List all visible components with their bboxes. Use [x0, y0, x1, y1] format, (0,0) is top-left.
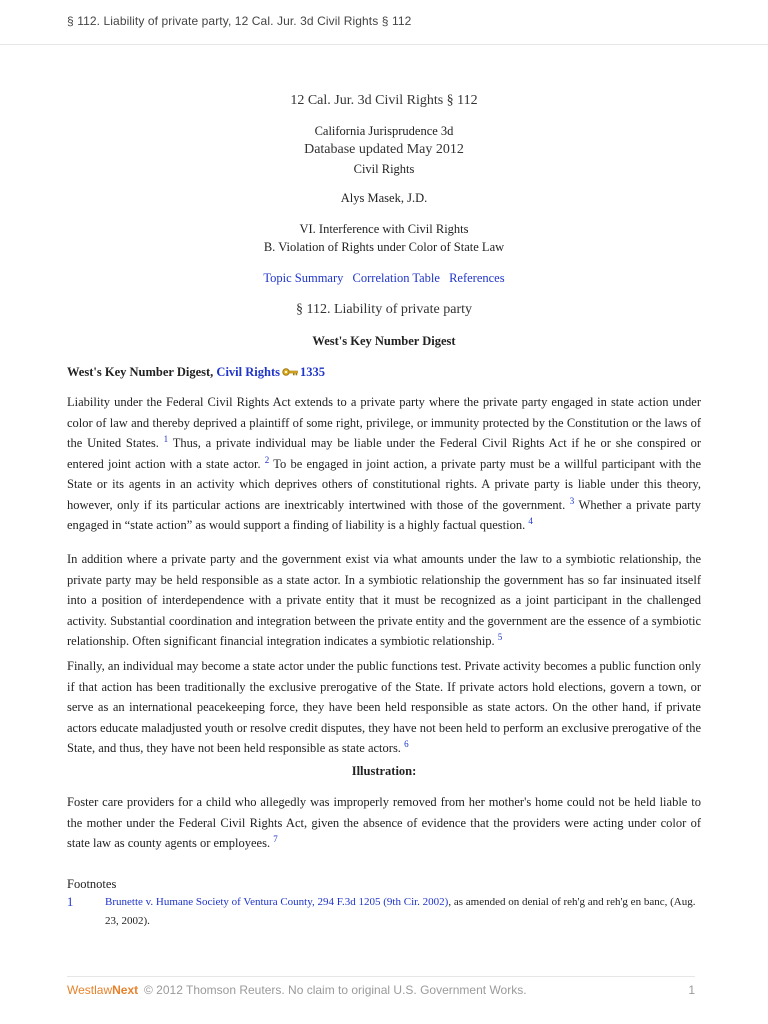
- paragraph-2: [67, 549, 701, 652]
- page-header: [0, 0, 768, 45]
- topic-name: Civil Rights: [353, 162, 415, 176]
- logo-text-next: Next: [112, 983, 139, 997]
- outline-level-1: VI. Interference with Civil Rights: [299, 222, 469, 236]
- footnote-case-link[interactable]: Brunette v. Humane Society of Ventura County, 294 F.3d 1205 (9th Cir. 2002): [105, 896, 449, 908]
- p5-text-1: Foster care providers for a child who allegedly was improperly removed from her mother's home could not be held liable to the mother under the Federal Civil Rights Act, given the absence of evidence that the providers were acting under color of state law as county agents or employees.: [67, 795, 701, 850]
- westlaw-logo: [67, 983, 138, 997]
- footnote-ref-7[interactable]: 7: [273, 833, 278, 844]
- page-number: 1: [688, 983, 695, 997]
- p1-text-4: Whether a private party engaged in “state action” as would support a finding of liability is a highly factual question.: [67, 497, 701, 532]
- paragraph-1: [67, 392, 701, 536]
- document-links: [67, 271, 701, 286]
- document-title: 12 Cal. Jur. 3d Civil Rights § 112: [290, 93, 478, 108]
- database-updated: Database updated May 2012: [304, 142, 464, 157]
- p3-text-1: Finally, an individual may become a state actor under the public functions test. Private activity becomes a public function only if that action has been traditionally the exclusive prerogative of the State. If private actors hold elections, govern a town, or serve as an international peacekeeping force, they have been held responsible as state actors. On the other hand, if private actors educate maladjusted youth or resolve credit disputes, they have not been held to perform an exclusive prerogative of the State, and thus, they have not been held responsible as state actors.: [67, 659, 701, 755]
- p1-text-2: Thus, a private individual may be liable under the Federal Civil Rights Act if he or she conspired or entered joint action with a state actor.: [67, 436, 701, 471]
- header-title: § 112. Liability of private party, 12 Cal. Jur. 3d Civil Rights § 112: [67, 14, 412, 28]
- key-number-digest-line: [67, 365, 325, 381]
- key-icon[interactable]: [282, 366, 298, 381]
- digest-prefix: West's Key Number Digest,: [67, 365, 217, 379]
- p1-text-1: Liability under the Federal Civil Rights Act extends to a private party where the private party engaged in state action under color of law and thereby deprived a plaintiff of some right, privilege, or immunity protected by the Constitution or the laws of the United States.: [67, 395, 701, 450]
- page-footer: [67, 976, 695, 1003]
- references-link[interactable]: References: [449, 271, 505, 285]
- footnotes-heading: Footnotes: [67, 877, 117, 891]
- footnote-text: [105, 893, 701, 931]
- footnote-ref-5[interactable]: 5: [497, 631, 503, 642]
- key-number-link[interactable]: 1335: [299, 365, 325, 379]
- copyright-notice: © 2012 Thomson Reuters. No claim to original U.S. Government Works.: [144, 983, 527, 997]
- section-heading: § 112. Liability of private party: [296, 302, 472, 317]
- footnote-ref-3[interactable]: 3: [569, 495, 575, 506]
- paragraph-3: [67, 656, 701, 759]
- footnote-ref-4[interactable]: 4: [528, 515, 533, 526]
- outline-level-2: B. Violation of Rights under Color of State Law: [263, 240, 505, 254]
- footnote-ref-1[interactable]: 1: [163, 433, 169, 444]
- civil-rights-link[interactable]: Civil Rights: [216, 365, 280, 379]
- footnote-ref-6[interactable]: 6: [404, 738, 409, 749]
- footnote-case-detail: , as amended on denial of reh'g and reh'g en banc, (Aug. 23, 2002).: [105, 896, 696, 927]
- publication-name: California Jurisprudence 3d: [314, 124, 454, 138]
- correlation-table-link[interactable]: Correlation Table: [352, 271, 440, 285]
- paragraph-illustration: [67, 792, 701, 854]
- author-name: Alys Masek, J.D.: [340, 191, 428, 205]
- logo-text-westlaw: Westlaw: [67, 983, 113, 997]
- p2-text-1: In addition where a private party and the government exist via what amounts under the law to a symbiotic relationship, the private party may be held responsible as a state actor. In a symbiotic relationship the government has so far insinuated itself into a position of interdependence with a private entity that it must be recognized as a joint participant in the challenged activity. Substantial coordination and integration between the private entity and the government are the essence of a symbiotic relationship. Often significant financial integration indicates a symbiotic relationship.: [67, 552, 701, 648]
- topic-summary-link[interactable]: Topic Summary: [263, 271, 344, 285]
- footnote-ref-2[interactable]: 2: [264, 454, 270, 465]
- footnote-number[interactable]: 1: [67, 895, 74, 909]
- p1-text-3: To be engaged in joint action, a private party must be a willful participant with the State or its agents in an activity which deprives others of constitutional rights. A private party is liable under this theory, however, only if its particular actions are inextricably intertwined with those of the government.: [67, 456, 701, 512]
- digest-heading: West's Key Number Digest: [312, 334, 456, 348]
- illustration-heading: Illustration:: [351, 764, 417, 778]
